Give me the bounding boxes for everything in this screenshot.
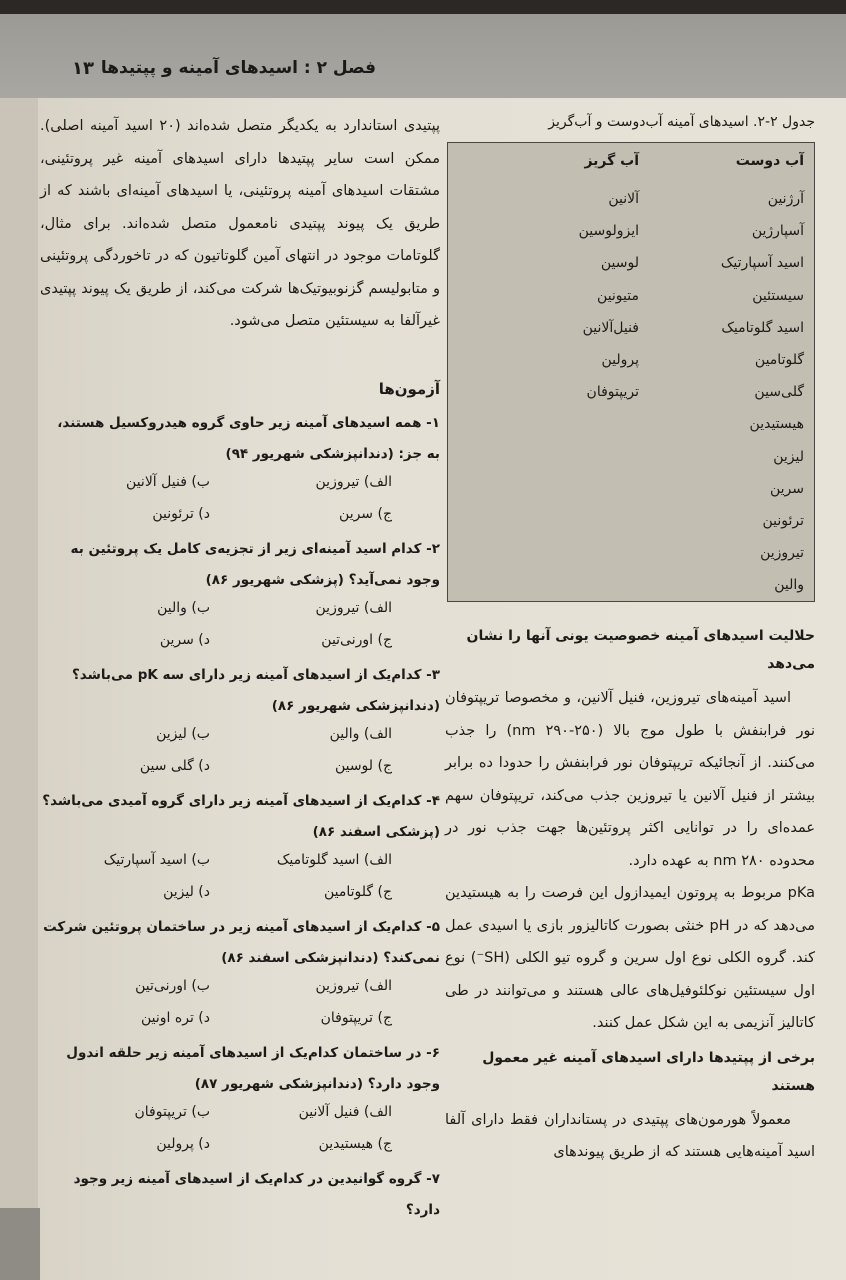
table-cell: تریپتوفان (586, 384, 639, 401)
table-cell: سیستئین (752, 287, 804, 304)
intro-paragraph: پپتیدی استاندارد به یکدیگر متصل شده‌اند (۲۰ اسید آمینه اصلی). ممکن است سایر پپتیدها دارای اسیدهای آمینه غیر پروتئینی، مشتقات اسیدهای آمینه پروتئینی، یا اسیدهای آمینه‌ای باشند که از طریق یک پیوند پپتیدی نامعمول متصل شده‌اند. برای مثال، گلوتامات موجود در انتهای آمین گلوتاتیون که در تاخوردگی پروتئینی و متابولیسم گزنوبیوتیک‌ها شرکت می‌کند، از طریق یک پیوند پپتیدی غیرآلفا به سیستئین متصل می‌شود. (40, 118, 440, 329)
option: ج) اورنی‌تین (321, 631, 392, 648)
paragraph: اسید آمینه‌های تیروزین، فنیل آلانین، و مخصوصا تریپتوفان نور فرابنفش با طول موج بالا (۲۵۰-۲۹۰ nm) را جذب می‌کنند. از آنجائیکه تریپتوفان نور فرابنفش را حدودا ده برابر بیشتر از فنیل آلانین یا تیروزین جذب می‌کند، تریپتوفان سهم عمده‌ای را در توانایی اکثر پروتئین‌ها جهت جذب نور در محدوده ۲۸۰ nm به عهده دارد. (445, 690, 815, 869)
page-header (0, 14, 846, 98)
section-heading-solubility: حلالیت اسیدهای آمینه خصوصیت یونی آنها را نشان می‌دهد (466, 628, 815, 672)
quiz-question: ۱- همه اسیدهای آمینه زیر حاوی گروه هیدروکسیل هستند، به جز: (دندانپزشکی شهریور ۹۴) (57, 414, 440, 462)
option: د) پرولین (156, 1135, 210, 1152)
quiz-options (40, 470, 440, 502)
option: ج) هیستیدین (318, 1135, 392, 1152)
table-cell: آلانین (608, 191, 639, 207)
option: ج) گلوتامین (323, 883, 392, 900)
option: الف) تیروزین (315, 599, 392, 616)
option: د) لیزین (163, 883, 210, 900)
option: د) ترئونین (152, 505, 210, 522)
quiz-options (40, 1006, 440, 1038)
top-edge (0, 0, 846, 14)
table-cell: اسید گلوتامیک (721, 319, 804, 336)
option: د) گلی سین (139, 757, 210, 774)
option: د) تره اونین (141, 1009, 210, 1026)
paragraph: pKa مربوط به پروتون ایمیدازول این فرصت را به هیستیدین می‌دهد که در pH خنثی بصورت کاتالیزور بازی یا اسیدی عمل کند. گروه الکلی نوع اول سرین و گروه تیو الکلی (SH⁻) نوع اول سیستئین نوکلئوفیل‌های عالی هستند و می‌توانند در طی کاتالیز آنزیمی به این شکل عمل کنند. (445, 885, 815, 1031)
option: الف) تیروزین (315, 977, 392, 994)
table-cell: ایزولوسین (578, 223, 639, 240)
hydrophilic-list (721, 185, 804, 603)
table-header-hydrophobic: آب گریز (584, 153, 639, 169)
option: ب) والین (157, 599, 210, 616)
chapter-title: فصل ۲ : اسیدهای آمینه و پپتیدها (100, 58, 376, 78)
table-cell: گلوتامین (754, 351, 804, 368)
quiz-question: ۵- کدام‌یک از اسیدهای آمینه زیر در ساختمان پروتئین شرکت نمی‌کند؟ (دندانپزشکی اسفند ۸۶) (43, 918, 440, 966)
quiz-heading: آزمون‌ها (378, 379, 440, 398)
quiz-question: ۳- کدام‌یک از اسیدهای آمینه زیر دارای سه pK می‌باشد؟ (دندانپزشکی شهریور ۸۶) (71, 666, 440, 714)
quiz-question: ۲- کدام اسید آمینه‌ای زیر از تجزیه‌ی کامل یک پروتئین به وجود نمی‌آید؟ (پزشکی شهریور ۸۶) (70, 540, 440, 588)
quiz-options (40, 628, 440, 660)
table-caption: جدول ۲-۲. اسیدهای آمینه آب‌دوست و آب‌گریز (548, 114, 815, 130)
quiz-options (40, 1132, 440, 1164)
quiz-options (40, 1100, 440, 1132)
option: ب) فنیل آلانین (126, 473, 210, 490)
table-cell: آسپارژین (751, 223, 804, 240)
page-number: ۱۳ (72, 58, 94, 79)
option: ب) اورنی‌تین (135, 977, 210, 994)
table-cell: آرژنین (767, 191, 804, 207)
quiz-options (40, 974, 440, 1006)
paragraph: معمولاً هورمون‌های پپتیدی در پستانداران فقط دارای آلفا اسید آمینه‌هایی هستند که از طریق پیوندهای (445, 1111, 815, 1160)
table-cell: فنیل‌آلانین (582, 319, 639, 336)
option: د) سرین (159, 631, 210, 648)
table-cell: پرولین (601, 351, 639, 368)
right-column (445, 110, 815, 1169)
table-cell: سرین (769, 480, 804, 497)
option: الف) والین (329, 725, 392, 742)
option: الف) فنیل آلانین (298, 1103, 392, 1120)
option: ج) تریپتوفان (320, 1009, 392, 1026)
quiz-question: ۷- گروه گوانیدین در کدام‌یک از اسیدهای آمینه زیر وجود دارد؟ (73, 1170, 440, 1218)
amino-acid-table (447, 142, 815, 602)
quiz-question: ۴- کدام‌یک از اسیدهای آمینه زیر دارای گروه آمیدی می‌باشد؟ (پزشکی اسفند ۸۶) (42, 792, 440, 840)
section-heading-unusual-amino-acids: برخی از پپتیدها دارای اسیدهای آمینه غیر معمول هستند (482, 1049, 815, 1094)
table-cell: متیونین (597, 287, 639, 304)
left-column (40, 110, 440, 1226)
quiz-options (40, 722, 440, 754)
hydrophobic-list (579, 185, 639, 410)
table-cell: والین (774, 577, 804, 594)
table-cell: تیروزین (760, 545, 804, 562)
option: ب) لیزین (156, 725, 210, 742)
table-cell: ترئونین (762, 512, 804, 529)
quiz-options (40, 880, 440, 912)
option: ب) اسید آسپارتیک (103, 851, 210, 868)
quiz-question: ۶- در ساختمان کدام‌یک از اسیدهای آمینه زیر حلقه اندول وجود دارد؟ (دندانپزشکی شهریور ۸۷) (66, 1044, 440, 1092)
table-cell: اسید آسپارتیک (720, 255, 804, 272)
table-cell: هیستیدین (749, 416, 804, 433)
page-corner-shadow (0, 1208, 40, 1280)
quiz-options (40, 596, 440, 628)
option: ب) تریپتوفان (134, 1103, 210, 1120)
option: الف) تیروزین (315, 473, 392, 490)
option: ج) سرین (339, 505, 392, 522)
table-cell: لوسین (600, 255, 639, 272)
quiz-options (40, 754, 440, 786)
table-cell: لیزین (773, 448, 804, 465)
option: الف) اسید گلوتامیک (276, 851, 392, 868)
quiz-options (40, 502, 440, 534)
option: ج) لوسین (334, 757, 392, 774)
table-cell: گلی‌سین (754, 384, 804, 401)
table-header-hydrophilic: آب دوست (735, 153, 804, 169)
quiz-options (40, 848, 440, 880)
